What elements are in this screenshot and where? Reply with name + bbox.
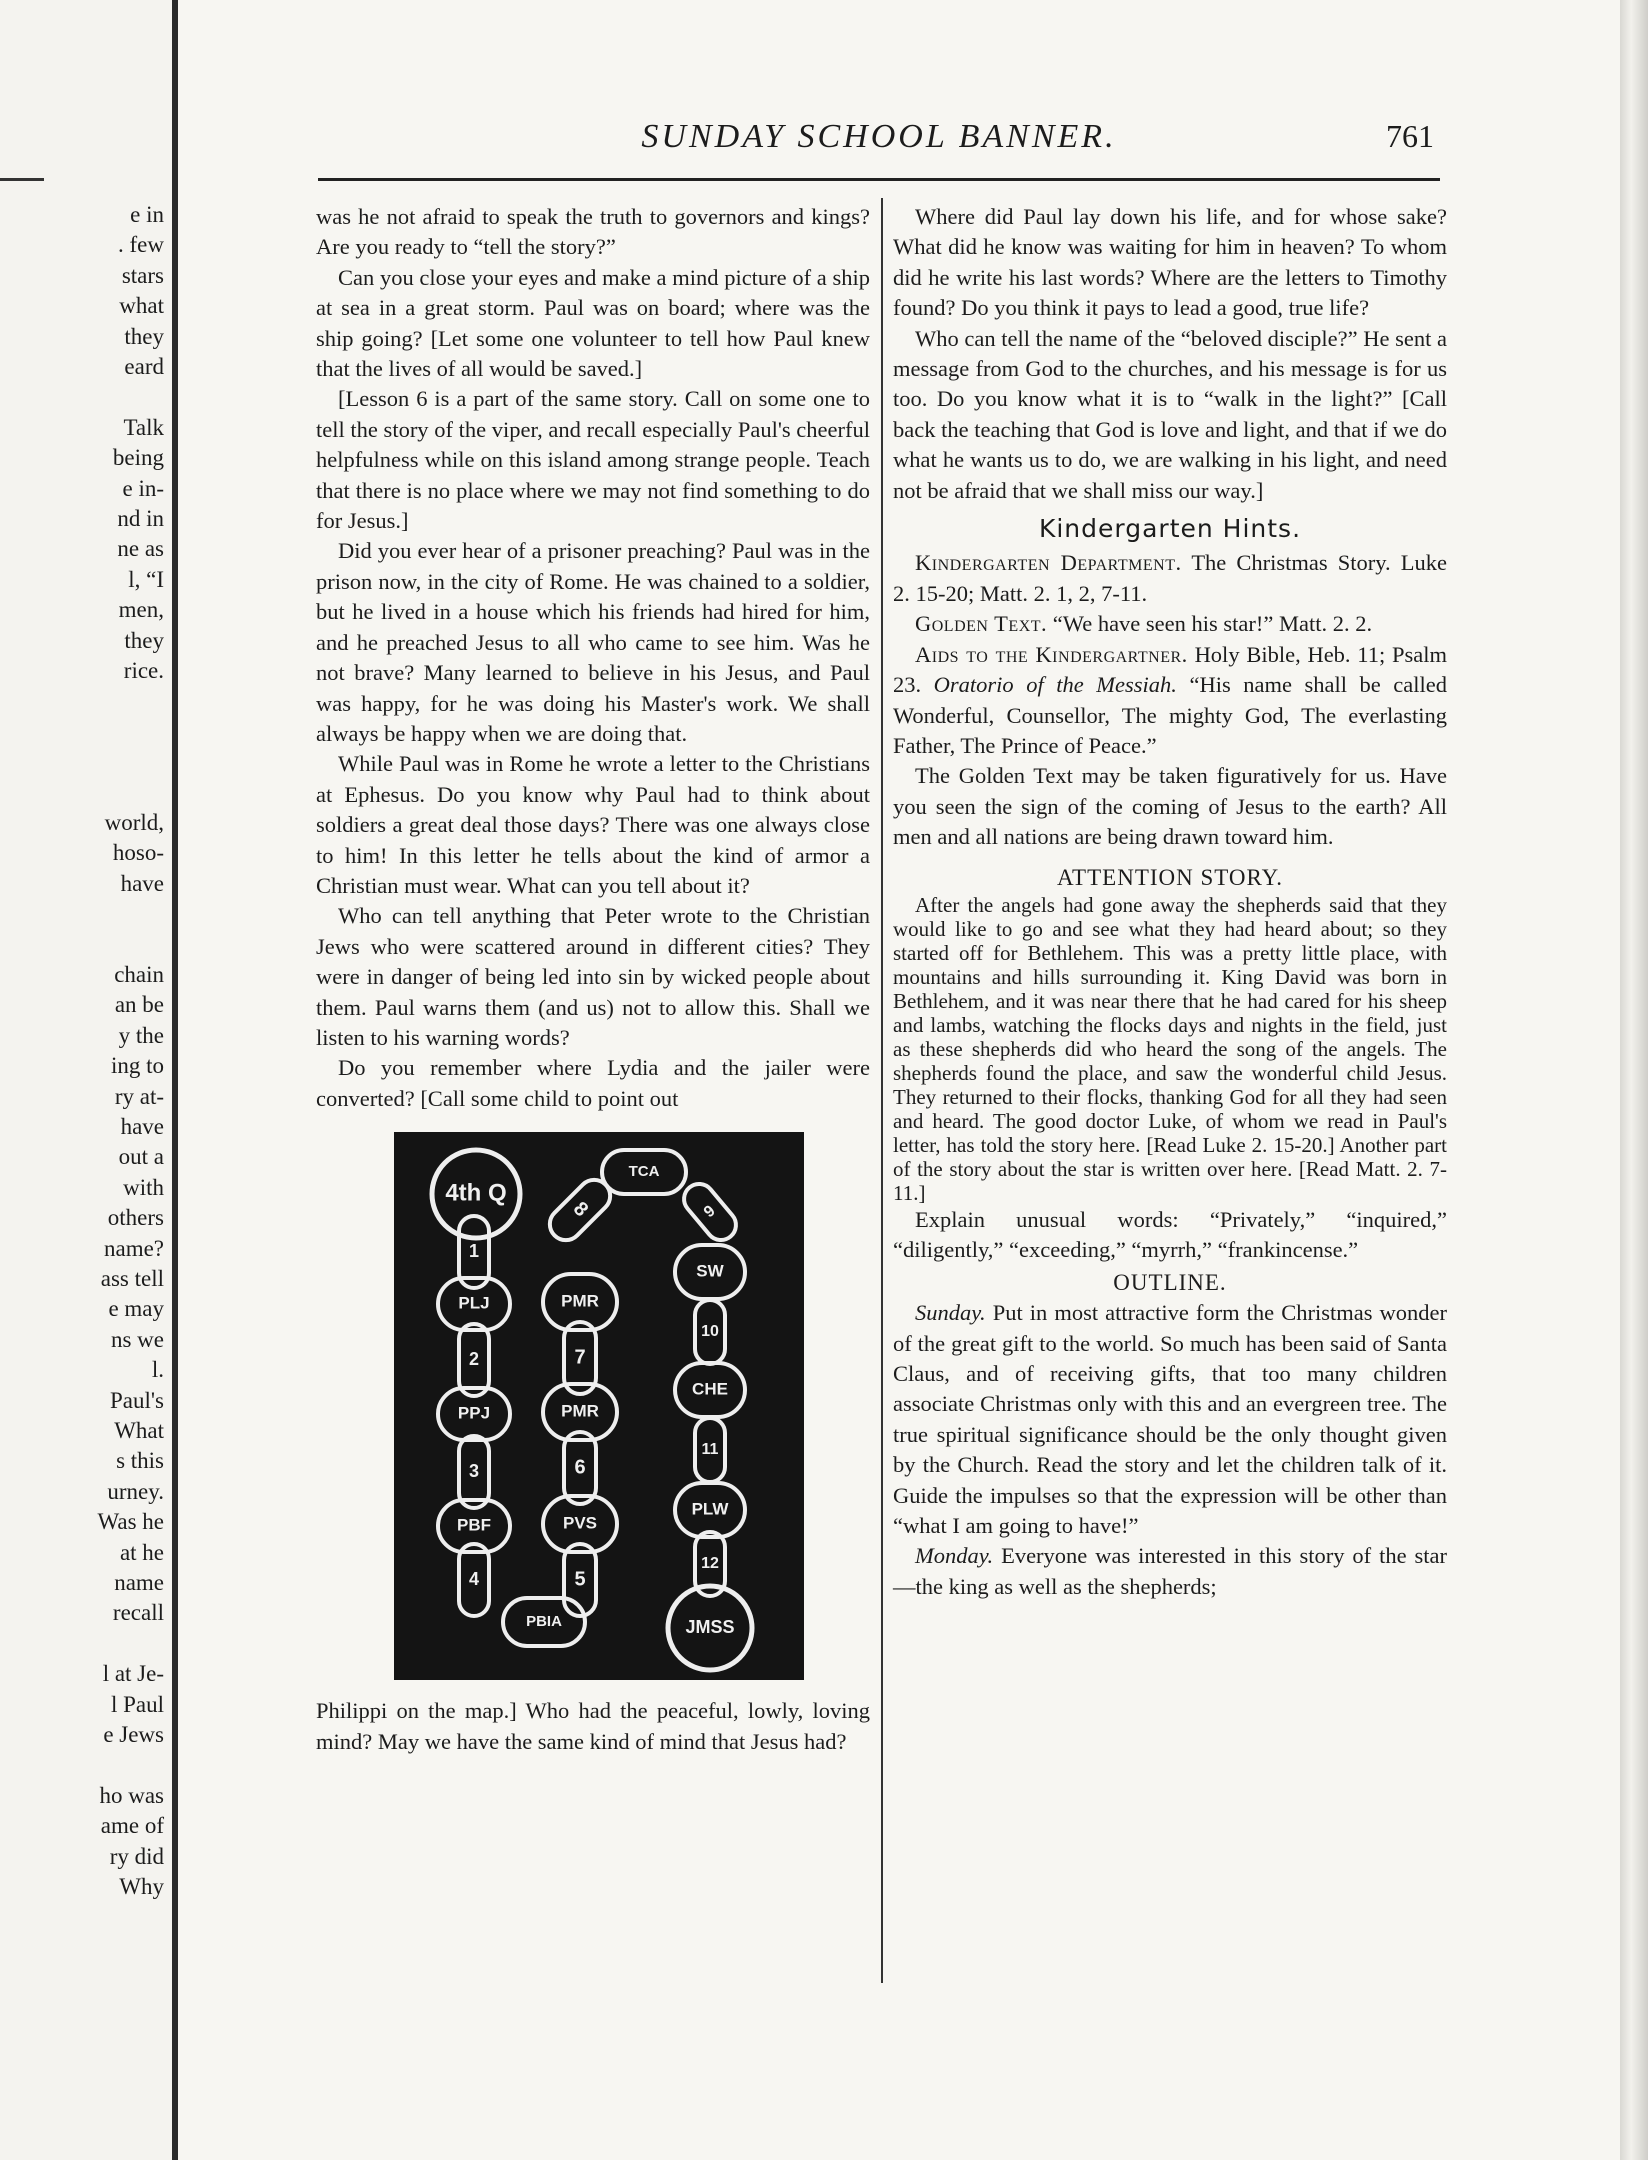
chain-link-label: CHE [692,1379,728,1399]
chain-link-label: 3 [468,1460,480,1481]
facing-page-fragment: with [123,1174,164,1200]
facing-page-fragment: hoso- [112,840,164,866]
facing-page-fragment: urney. [107,1478,164,1504]
facing-page-fragment: . few [118,232,164,258]
facing-page-fragment: they [124,627,164,653]
facing-page-fragment: what [119,293,164,319]
outline-heading: OUTLINE. [1113,1269,1227,1295]
day-label: Monday. [915,1543,994,1569]
facing-page-fragment: l at Je- [102,1661,164,1687]
chain-link-label: PBF [457,1515,491,1535]
journal-title: SUNDAY SCHOOL BANNER. [641,118,1117,155]
facing-page-fragment: ame of [100,1813,164,1839]
facing-page-fragment: eard [124,354,164,379]
facing-page-fragment: e in- [122,475,164,501]
paragraph: After the angels had gone away the shepherds said that they would like to go and see what they had heard about; so they started off for Bethlehem. This was a pretty little place, with mountains and hills surrounding it. King David was born in Bethlehem, and it was near there that he had cared for his sheep and lambs, watching the flocks days and nights in the field, just as these shepherds did who heard the song of the angels. The shepherds found the place, and saw the wonderful child Jesus. They returned to their flocks, thanking God for all they had seen and heard. The good doctor Luke, of whom we read in Paul's letter, has told the story here. [Read Luke 2. 15-20.] Another part of the story about the star is written over here. [Read Matt. 2. 7-11.] [893,892,1447,1205]
facing-page-fragment: stars [121,262,164,288]
kindergarten-department [893,548,1447,609]
facing-page-fragment: l. [151,1357,164,1383]
facing-page-fragment: recall [112,1600,164,1626]
chain-link-label: 11 [701,1441,719,1459]
facing-page-fragment: rice. [123,658,164,683]
facing-page-fragment: nd in [117,506,164,531]
paragraph: While Paul was in Rome he wrote a letter to the Christians at Ephesus. Do you know why Paul had to think about soldiers a great deal those days? There was one always close to him! In this letter he tells about the kind of armor a Christian must wear. What can you tell about it? [316,751,870,898]
facing-page-fragment: being [112,445,164,471]
text: Everyone was interested in this story of the star—the king as well as the shepherds; [893,1543,1448,1599]
facing-page-fragment: name? [103,1235,164,1261]
chain-link-label: 2 [468,1348,480,1369]
facing-page-fragment: they [124,323,164,349]
facing-page-fragment: y the [118,1022,164,1048]
facing-page-fragment: ho was [99,1782,164,1808]
facing-page-fragment: e Jews [103,1722,164,1747]
sunday-paragraph [893,1298,1447,1541]
chain-end-label: JMSS [685,1616,735,1637]
paragraph: Can you close your eyes and make a mind picture of a ship at sea in a great storm. Paul was on board; where was the ship going? [Let some one volunteer to tell how Paul knew that the lives of all would be saved.] [316,264,870,382]
attention-story-heading: ATTENTION STORY. [1057,864,1283,890]
chain-link-label: 7 [574,1346,586,1369]
paragraph: Who can tell the name of the “beloved disciple?” He sent a message from God to the churches, and his message is for us too. Do you know what it is to “walk in the light?” [Call back the teaching that God is love and light, and that if we do what he wants us to do, we are walking in his light, and need not be afraid that we shall miss our way.] [893,325,1447,503]
facing-page-fragment: ne as [117,536,164,562]
chain-link-label: PBIA [526,1613,562,1631]
chain-link-label: PLW [691,1499,729,1519]
paragraph: Philippi on the map.] Who had the peaceful, lowly, loving mind? May we have the same kind of mind that Jesus had? [316,1698,870,1754]
chain-link-label: PPJ [457,1403,491,1423]
chain-link-label: 1 [468,1240,480,1261]
paragraph: Did you ever hear of a prisoner preaching? Paul was in the prison now, in the city of Rome. He was chained to a soldier, but he lived in a house which his friends had hired for him, and he preached Jesus to all who came to see him. Was he not brave? Many learned to believe in his Jesus, and Paul was happy, for he was doing his Master's work. We shall always be happy when we are doing that. [316,538,870,746]
attention-story [893,893,1447,1205]
chain-link-label: 4 [468,1568,480,1589]
facing-page-fragment: world, [104,810,164,835]
chain-link-label: SW [696,1261,724,1281]
text: Holy Bible, Heb. 11; Psalm 23. [893,641,1447,698]
chain-link-label: 6 [574,1456,586,1479]
right-column [893,202,1447,1602]
paragraph: Do you remember where Lydia and the jailer were converted? [Call some child to point out [316,1055,870,1111]
facing-page-fragment: others [107,1205,164,1231]
text: The Christmas Story. Luke 2. 15-20; Matt. 2. 1, 2, 7-11. [893,550,1448,606]
monday-paragraph [893,1541,1447,1602]
facing-page-fragment: Talk [123,414,164,440]
chain-link-label: 5 [574,1568,586,1591]
text: “His name shall be called Wonderful, Counsellor, The mighty God, The everlasting Father, The Prince of Peace.” [893,672,1448,758]
facing-page-fragment: Why [119,1874,164,1899]
facing-page-fragment: men, [118,597,164,623]
facing-page-fragment: ry did [109,1843,164,1869]
facing-page-fragment: What [114,1418,164,1443]
running-header [318,118,1440,181]
facing-page-strip [0,0,172,2160]
text: “We have seen his star!” Matt. 2. 2. [1052,611,1373,637]
paragraph: The Golden Text may be taken figuratively for us. Have you seen the sign of the coming of Jesus to the earth? All men and all nations are being drawn toward him. [893,763,1447,850]
facing-page-fragment: name [114,1570,164,1595]
chain-link-label: PMR [561,1401,599,1421]
facing-page-fragment: e may [108,1296,164,1322]
facing-page-fragment: have [120,1114,164,1139]
facing-page-fragment: e in [130,202,164,227]
facing-page-fragment: ry at- [114,1083,164,1109]
chain-link-label: 8 [568,1197,593,1222]
facing-page-fragment: at he [119,1539,164,1565]
facing-page-fragment: l, “I [128,566,164,592]
facing-page-fragment: an be [114,992,164,1018]
chain-link-label: PVS [562,1513,598,1533]
page-edge [1620,0,1648,2160]
italic-title: Oratorio of the Messiah. [933,672,1177,698]
paragraph: Who can tell anything that Peter wrote to the Christian Jews who were scattered around in different cities? They were in danger of being led into sin by wicked people about them. Paul warns them (and us) not to allow this. Shall we listen to his warning words? [316,903,870,1050]
text: Put in most attractive form the Christmas wonder of the great gift to the world. So much has been said of Santa Claus, and of receiving gifts, that too many children associate Christmas only with this and an evergreen tree. The true spiritual significance should be the only thought given by the Church. Read the story and let the children talk of it. Guide the impulses so that the expression will be other than “what I am going to have!” [893,1300,1447,1538]
chain-link-label: 9 [700,1202,719,1222]
day-label: Sunday. [915,1300,986,1326]
paragraph: Where did Paul lay down his life, and for whose sake? What did he know was waiting for him in heaven? To whom did he write his last words? Where are the letters to Timothy found? Do you think it pays to lead a good, true life? [893,204,1447,321]
paragraph: Explain unusual words: “Privately,” “inquired,” “diligently,” “exceeding,” “myrrh,” “frankincense.” [893,1206,1447,1263]
facing-page-rule [0,178,44,181]
paragraph: was he not afraid to speak the truth to governors and kings? Are you ready to “tell the story?” [316,204,870,260]
golden-text [893,609,1447,639]
page-number: 761 [1386,118,1434,154]
chain-link-label: 10 [701,1323,719,1341]
section-heading: Kindergarten Hints. [1038,514,1302,544]
paragraph: [Lesson 6 is a part of the same story. Call on some one to tell the story of the viper, and recall especially Paul's cheerful helpfulness while on this island among strange people. Teach that there is no place where we may not find something to do for Jesus.] [316,386,870,534]
chain-figure [394,1132,804,1680]
chain-illustration [394,1132,804,1680]
facing-page-fragment: ing to [110,1053,164,1079]
chain-link-label: PMR [561,1291,599,1311]
label: Aids to the Kindergartner. [915,641,1188,667]
facing-page-fragment: ns we [110,1326,164,1352]
label: Golden Text. [915,611,1048,637]
aids [893,640,1447,762]
chain-link-label: TCA [628,1163,660,1181]
facing-page-fragment: ass tell [100,1266,164,1291]
facing-page-fragment: Paul's [110,1387,164,1413]
facing-page-fragment: s this [116,1448,164,1474]
chain-link-label: PLJ [458,1293,490,1313]
facing-page-fragment: l Paul [110,1691,164,1717]
chain-link-label: 12 [701,1555,719,1573]
facing-page-fragment: Was he [97,1509,164,1535]
facing-page-fragment: chain [114,962,164,987]
chain-ring-label: 4th Q [445,1179,507,1207]
left-column [316,202,870,1757]
facing-page-fragment: have [120,870,164,896]
label: Kindergarten Department. [915,550,1182,576]
column-rule [881,198,883,1983]
facing-page-fragment: out a [118,1144,164,1170]
